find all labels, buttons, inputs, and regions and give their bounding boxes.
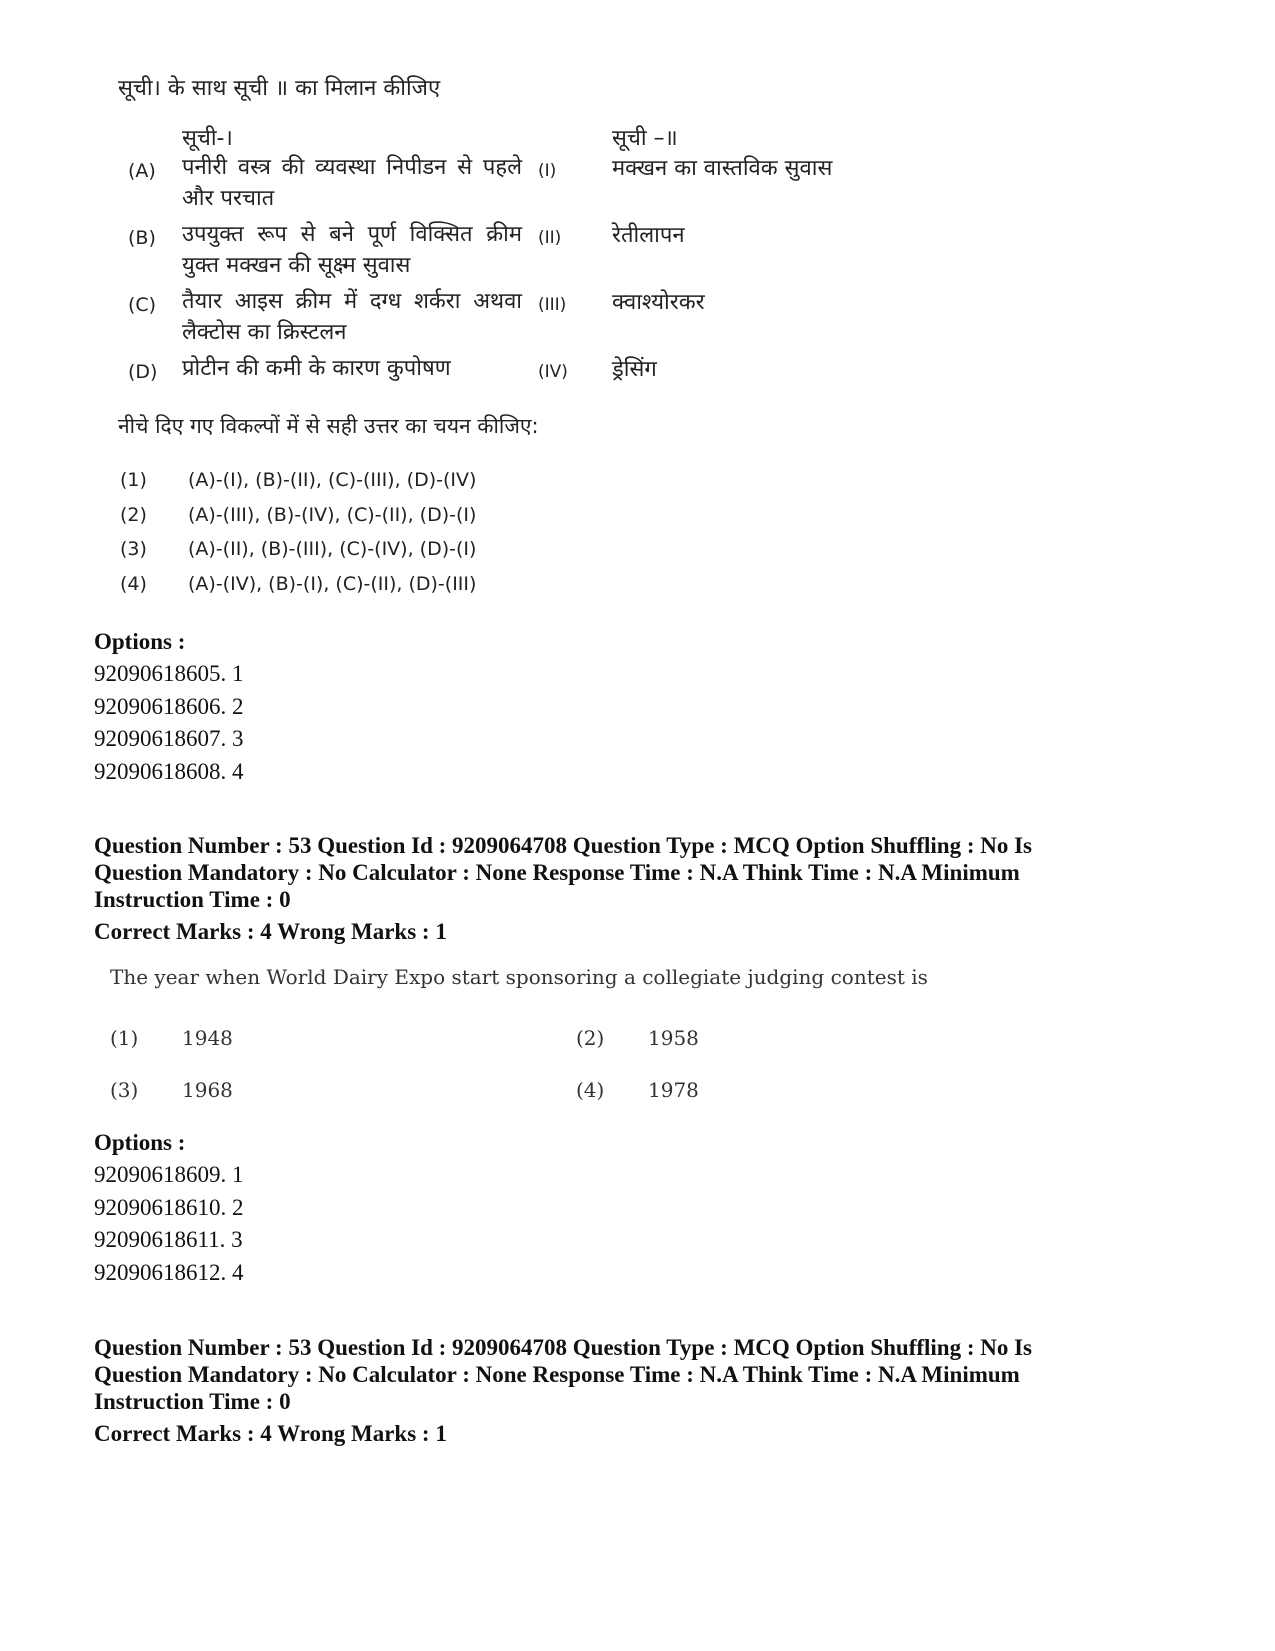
answer-choice <box>110 1078 233 1102</box>
marks-line: Correct Marks : 4 Wrong Marks : 1 <box>94 919 447 944</box>
list-2-item: ड्रेसिंग <box>612 357 657 382</box>
marks-line: Correct Marks : 4 Wrong Marks : 1 <box>94 1421 447 1446</box>
question-meta <box>94 832 1094 913</box>
answer-choice <box>576 1026 699 1050</box>
choice-number: (4) <box>120 573 147 595</box>
list-2-item: क्वाश्योरकर <box>612 290 705 315</box>
choice-number: (3) <box>110 1078 139 1102</box>
choice-text: (A)-(II), (B)-(III), (C)-(IV), (D)-(I) <box>188 538 477 560</box>
meta-line: Question Number : 53 Question Id : 9209064708 Question Type : MCQ Option Shuffling : No Is <box>94 1335 1033 1360</box>
option-id: 92090618610. 2 <box>94 1194 244 1220</box>
options-label: Options : <box>94 629 186 654</box>
list-1-item: पनीरी वस्त्र की व्यवस्था निपीडन से पहले और परचात <box>182 155 522 211</box>
choice-number: (1) <box>120 469 147 491</box>
list-2-heading: सूची –॥ <box>612 126 678 151</box>
choice-number: (1) <box>110 1026 139 1050</box>
choice-number: (2) <box>576 1026 605 1050</box>
row-roman: (I) <box>538 161 557 181</box>
choice-text: 1948 <box>182 1026 233 1050</box>
choice-text: 1968 <box>182 1078 233 1102</box>
options-list <box>94 658 244 788</box>
list-2-item: मक्खन का वास्तविक सुवास <box>612 156 833 181</box>
row-label: (A) <box>128 160 156 182</box>
options-list <box>94 1159 244 1289</box>
answer-prompt: नीचे दिए गए विकल्पों में से सही उत्तर का चयन कीजिए: <box>118 414 539 438</box>
question-intro: सूची। के साथ सूची ॥ का मिलान कीजिए <box>118 76 441 101</box>
option-id: 92090618612. 4 <box>94 1259 244 1285</box>
list-1-item: तैयार आइस क्रीम में दग्ध शर्करा अथवा लैक्टोस का क्रिस्टलन <box>182 289 522 345</box>
choice-text: (A)-(I), (B)-(II), (C)-(III), (D)-(IV) <box>188 469 477 491</box>
option-id: 92090618607. 3 <box>94 726 244 751</box>
list-1-heading: सूची-। <box>182 126 233 151</box>
choice-text: (A)-(IV), (B)-(I), (C)-(II), (D)-(III) <box>188 573 477 595</box>
question-text: The year when World Dairy Expo start sponsoring a collegiate judging contest is <box>110 965 928 989</box>
choice-text: 1958 <box>648 1026 699 1050</box>
row-roman: (III) <box>538 295 567 315</box>
choice-number: (2) <box>120 504 147 526</box>
row-label: (C) <box>128 294 157 316</box>
choice-text: 1978 <box>648 1078 699 1102</box>
list-2-item: रेतीलापन <box>612 223 685 248</box>
meta-line: Question Mandatory : No Calculator : None Response Time : N.A Think Time : N.A Minimum <box>94 860 1020 885</box>
row-label: (D) <box>128 361 158 383</box>
list-1-item: प्रोटीन की कमी के कारण कुपोषण <box>182 356 451 381</box>
option-id: 92090618605. 1 <box>94 661 244 686</box>
answer-choice <box>110 1026 233 1050</box>
choice-text: (A)-(III), (B)-(IV), (C)-(II), (D)-(I) <box>188 504 477 526</box>
choice-number: (4) <box>576 1078 605 1102</box>
option-id: 92090618608. 4 <box>94 758 244 784</box>
options-label: Options : <box>94 1130 186 1155</box>
option-id: 92090618606. 2 <box>94 693 244 719</box>
meta-line: Instruction Time : 0 <box>94 1389 291 1414</box>
answer-choice <box>576 1078 699 1102</box>
question-meta <box>94 1334 1094 1415</box>
meta-line: Instruction Time : 0 <box>94 887 291 912</box>
choice-number: (3) <box>120 538 147 560</box>
meta-line: Question Mandatory : No Calculator : None Response Time : N.A Think Time : N.A Minimum <box>94 1362 1020 1387</box>
row-roman: (II) <box>538 228 562 248</box>
row-label: (B) <box>128 227 156 249</box>
list-1-item: उपयुक्त रूप से बने पूर्ण विक्सित क्रीम युक्त मक्खन की सूक्ष्म सुवास <box>182 222 522 278</box>
meta-line: Question Number : 53 Question Id : 9209064708 Question Type : MCQ Option Shuffling : No Is <box>94 833 1033 858</box>
option-id: 92090618611. 3 <box>94 1227 243 1252</box>
row-roman: (IV) <box>538 362 568 382</box>
option-id: 92090618609. 1 <box>94 1162 244 1187</box>
